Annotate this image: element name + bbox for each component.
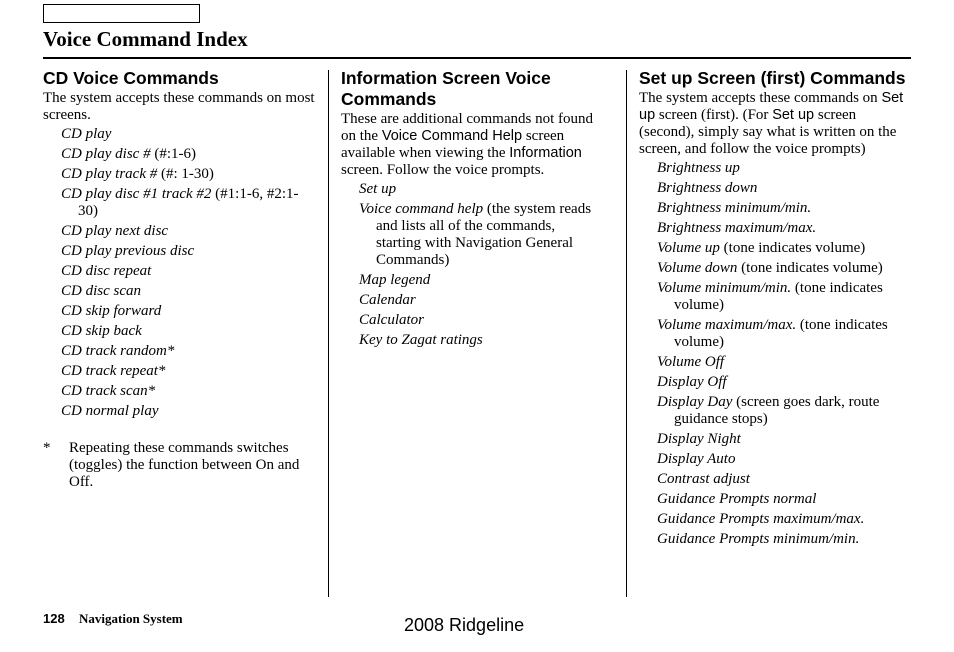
command-text: CD normal play	[61, 403, 159, 419]
command-text: Guidance Prompts maximum/max.	[657, 511, 865, 527]
command-item	[639, 374, 914, 391]
command-item	[639, 394, 914, 428]
command-text: CD play	[61, 126, 112, 142]
command-item	[43, 263, 318, 280]
command-text: Guidance Prompts minimum/min.	[657, 531, 860, 547]
command-text: Volume minimum/min.	[657, 280, 792, 296]
page-number: 128	[43, 611, 65, 626]
command-text: CD play disc #	[61, 146, 151, 162]
command-text: Volume maximum/max.	[657, 317, 797, 333]
command-text: CD skip forward	[61, 303, 162, 319]
command-item	[639, 180, 914, 197]
command-item	[43, 126, 318, 143]
command-item	[639, 240, 914, 257]
column-divider	[328, 70, 329, 597]
intro-screen-name: Information	[509, 145, 582, 161]
command-text: CD disc scan	[61, 283, 141, 299]
command-text: Brightness down	[657, 180, 758, 196]
command-note: (#: 1-30)	[157, 166, 214, 182]
command-item	[43, 403, 318, 420]
intro-text: screen (second), simply say what is written on the screen, and follow the voice prompts)	[639, 107, 897, 157]
command-item	[43, 303, 318, 320]
intro-text: screen available when viewing the	[341, 128, 565, 161]
intro-screen-name: Voice Command Help	[381, 128, 523, 144]
command-item	[639, 451, 914, 468]
command-text: Brightness up	[657, 160, 740, 176]
command-note: (tone indicates volume)	[674, 280, 883, 313]
footnote	[43, 440, 315, 491]
page-title: Voice Command Index	[43, 27, 248, 51]
info-commands-heading: Information Screen Voice Commands	[341, 68, 551, 109]
command-item	[639, 317, 914, 351]
command-text: Voice command help	[359, 201, 484, 217]
setup-commands-intro	[639, 90, 914, 158]
command-text: Set up	[359, 181, 397, 197]
command-item	[639, 491, 914, 508]
command-item	[639, 280, 914, 314]
footnote-text: Repeating these commands switches (toggles) the function between On and Off.	[69, 440, 300, 490]
command-item	[639, 200, 914, 217]
title-rule	[43, 57, 911, 59]
column-divider	[626, 70, 627, 597]
command-item	[341, 312, 603, 329]
info-commands-column	[341, 68, 603, 352]
command-text: Brightness maximum/max.	[657, 220, 817, 236]
command-text: CD skip back	[61, 323, 142, 339]
command-item	[43, 363, 318, 380]
command-item	[639, 531, 914, 548]
cd-commands-list	[43, 126, 318, 420]
command-item	[639, 354, 914, 371]
command-item	[639, 220, 914, 237]
command-item	[43, 166, 318, 183]
info-commands-list	[341, 181, 603, 349]
cd-commands-column	[43, 68, 318, 423]
command-note: (screen goes dark, route guidance stops)	[674, 394, 880, 427]
command-text: CD track scan*	[61, 383, 156, 399]
command-note: (tone indicates volume)	[719, 240, 866, 256]
command-text: Volume up	[657, 240, 720, 256]
command-item	[43, 223, 318, 240]
footer-section: Navigation System	[79, 611, 183, 626]
command-text: CD track repeat*	[61, 363, 166, 379]
command-text: Brightness minimum/min.	[657, 200, 812, 216]
footer-model: 2008 Ridgeline	[404, 615, 525, 635]
setup-commands-list	[639, 160, 914, 548]
command-item	[639, 160, 914, 177]
command-item	[639, 471, 914, 488]
command-text: Volume Off	[657, 354, 725, 370]
command-text: CD disc repeat	[61, 263, 152, 279]
command-note: (the system reads and lists all of the commands, starting with Navigation General Commands)	[376, 201, 592, 268]
setup-commands-heading: Set up Screen (first) Commands	[639, 68, 906, 88]
command-text: Display Off	[657, 374, 727, 390]
command-text: Calculator	[359, 312, 425, 328]
command-text: Display Auto	[657, 451, 736, 467]
command-item	[43, 186, 318, 220]
command-item	[341, 332, 603, 349]
command-item	[43, 146, 318, 163]
footnote-mark: *	[43, 440, 51, 456]
command-item	[341, 292, 603, 309]
command-item	[639, 511, 914, 528]
command-item	[43, 283, 318, 300]
command-note: (#:1-6)	[150, 146, 196, 162]
intro-text: These are additional commands not found on the	[341, 111, 594, 144]
command-text: CD play track #	[61, 166, 158, 182]
command-note: (#1:1-6, #2:1-30)	[78, 186, 299, 219]
command-note: (tone indicates volume)	[674, 317, 888, 350]
command-text: Display Night	[657, 431, 741, 447]
command-text: Contrast adjust	[657, 471, 750, 487]
command-text: CD play next disc	[61, 223, 169, 239]
cd-commands-heading: CD Voice Commands	[43, 68, 219, 88]
command-item	[341, 181, 603, 198]
command-text: Map legend	[359, 272, 431, 288]
command-item	[43, 243, 318, 260]
command-item	[639, 260, 914, 277]
intro-screen-name: Set up	[772, 107, 815, 123]
command-text: Volume down	[657, 260, 738, 276]
info-commands-intro	[341, 111, 603, 179]
command-text: CD track random*	[61, 343, 175, 359]
setup-commands-column	[639, 68, 914, 551]
command-text: Key to Zagat ratings	[359, 332, 483, 348]
command-item	[43, 383, 318, 400]
cd-commands-intro: The system accepts these commands on most screens.	[43, 90, 315, 123]
command-text: Display Day	[657, 394, 733, 410]
command-text: CD play disc #1 track #2	[61, 186, 212, 202]
command-item	[341, 201, 603, 269]
intro-text: screen (first). (For	[655, 107, 773, 123]
intro-screen-name: Set up	[639, 90, 904, 123]
command-note: (tone indicates volume)	[737, 260, 883, 276]
intro-text: The system accepts these commands on	[639, 90, 882, 106]
intro-text: screen. Follow the voice prompts.	[341, 162, 545, 178]
command-item	[341, 272, 603, 289]
header-tab-box	[43, 4, 200, 23]
command-item	[43, 323, 318, 340]
command-text: Guidance Prompts normal	[657, 491, 817, 507]
command-item	[639, 431, 914, 448]
command-text: CD play previous disc	[61, 243, 195, 259]
command-text: Calendar	[359, 292, 416, 308]
command-item	[43, 343, 318, 360]
